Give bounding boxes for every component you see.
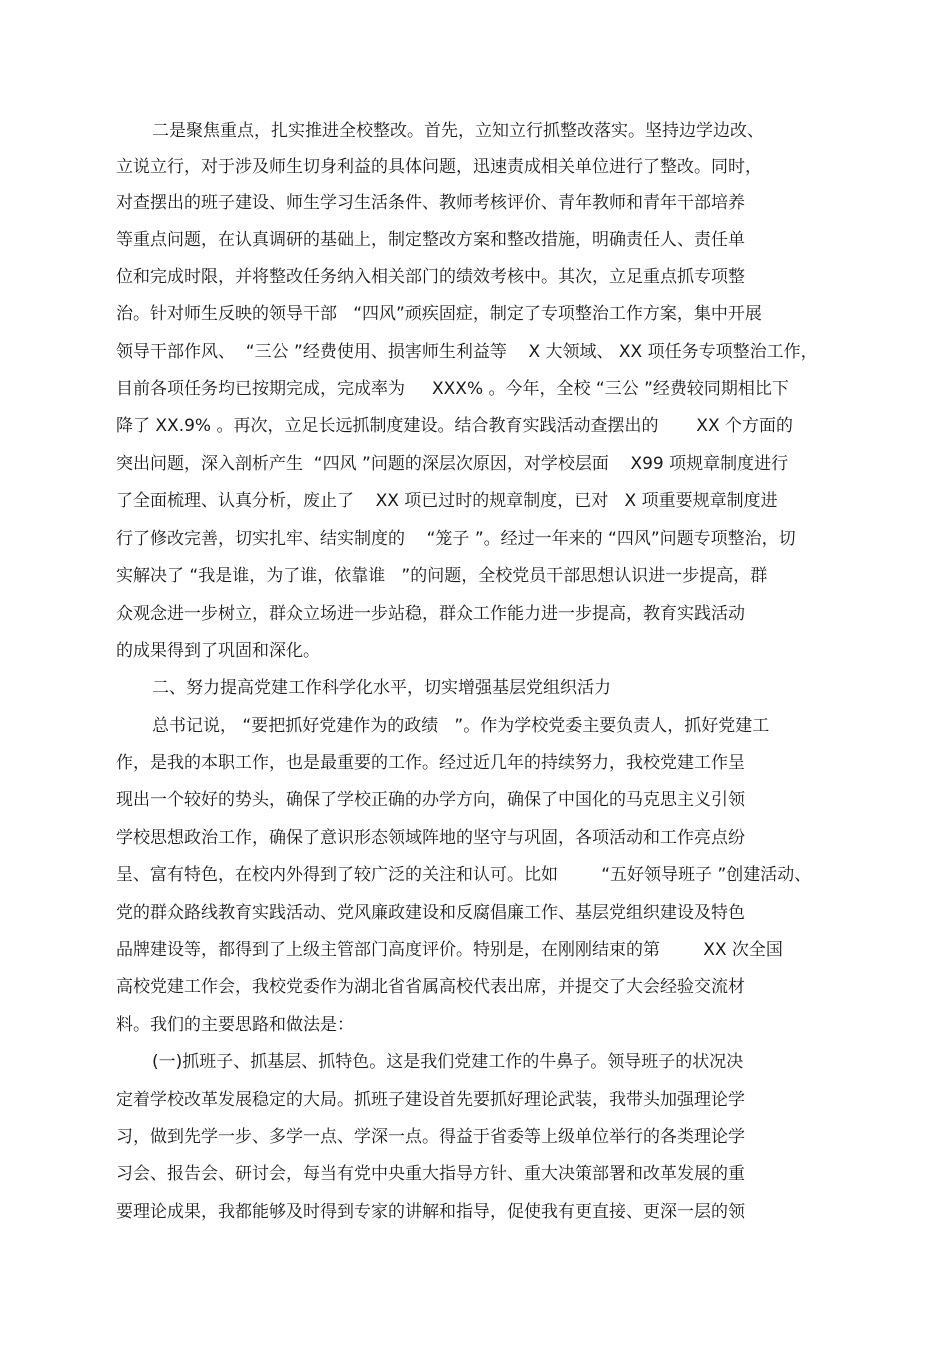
text-line: 降了 XX.9% 。再次，立足长远抓制度建设。结合教育实践活动查摆出的 XX 个方面的 xyxy=(116,416,793,436)
text-line: 料。我们的主要思路和做法是： xyxy=(116,1015,354,1035)
text-line: 实解决了 “我是谁，为了谁，依靠谁 ”的问题，全校党员干部思想认识进一步提高，群 xyxy=(116,566,768,586)
text-line: 位和完成时限，并将整改任务纳入相关部门的绩效考核中。其次，立足重点抓专项整 xyxy=(116,267,745,287)
text-line: 高校党建工作会，我校党委作为湖北省省属高校代表出席，并提交了大会经验交流材 xyxy=(116,977,745,997)
text-line: 学校思想政治工作，确保了意识形态领域阵地的坚守与巩固，各项活动和工作亮点纷 xyxy=(116,828,745,848)
text-line: 了全面梳理、认真分析，废止了 XX 项已过时的规章制度，已对 X 项重要规章制度进 xyxy=(116,491,778,511)
text-line: 立说立行，对于涉及师生切身利益的具体问题，迅速责成相关单位进行了整改。同时， xyxy=(116,157,762,177)
text-line: 品牌建设等，都得到了上级主管部门高度评价。特别是，在刚刚结束的第 XX 次全国 xyxy=(116,940,783,960)
text-line: 习，做到先学一步、多学一点、学深一点。得益于省委等上级单位举行的各类理论学 xyxy=(116,1127,745,1147)
text-line: 众观念进一步树立，群众立场进一步站稳，群众工作能力进一步提高，教育实践活动 xyxy=(116,604,745,624)
text-line: 二是聚焦重点，扎实推进全校整改。首先，立知立行抓整改落实。坚持边学边改、 xyxy=(152,121,764,141)
subsection-heading: (一)抓班子、抓基层、抓特色。这是我们党建工作的牛鼻子。领导班子的状况决 xyxy=(152,1052,744,1072)
text-line: 等重点问题，在认真调研的基础上，制定整改方案和整改措施，明确责任人、责任单 xyxy=(116,230,745,250)
text-line: 目前各项任务均已按期完成，完成率为 XXX% 。今年，全校 “三公 ”经费较同期相比下 xyxy=(116,379,789,399)
text-line: 总书记说， “要把抓好党建作为的政绩 ”。作为学校党委主要负责人，抓好党建工 xyxy=(152,716,770,736)
text-line: 对查摆出的班子建设、师生学习生活条件、教师考核评价、青年教师和青年干部培养 xyxy=(116,193,745,213)
text-line: 呈、富有特色，在校内外得到了较广泛的关注和认可。比如 “五好领导班子 ”创建活动、 xyxy=(116,865,812,885)
section-heading: 二、努力提高党建工作科学化水平，切实增强基层党组织活力 xyxy=(152,678,611,698)
text-line: 突出问题，深入剖析产生 “四风 ”问题的深层次原因，对学校层面 X99 项规章制度进行 xyxy=(116,454,789,474)
text-line: 现出一个较好的势头，确保了学校正确的办学方向，确保了中国化的马克思主义引领 xyxy=(116,790,745,810)
text-line: 行了修改完善，切实扎牢、结实制度的 “笼子 ”。经过一年来的 “四风”问题专项整治，切 xyxy=(116,529,796,549)
text-line: 定着学校改革发展稳定的大局。抓班子建设首先要抓好理论武装，我带头加强理论学 xyxy=(116,1090,745,1110)
text-line: 作，是我的本职工作，也是最重要的工作。经过近几年的持续努力，我校党建工作呈 xyxy=(116,753,745,773)
text-line: 治。针对师生反映的领导干部 “四风”顽疾固症，制定了专项整治工作方案，集中开展 xyxy=(116,304,762,324)
text-line: 党的群众路线教育实践活动、党风廉政建设和反腐倡廉工作、基层党组织建设及特色 xyxy=(116,903,745,923)
text-line: 领导干部作风、 “三公 ”经费使用、损害师生利益等 X 大领域、 XX 项任务专项整治工作， xyxy=(116,342,818,362)
text-line: 的成果得到了巩固和深化。 xyxy=(116,641,320,661)
text-line: 习会、报告会、研讨会，每当有党中央重大指导方针、重大决策部署和改革发展的重 xyxy=(116,1164,745,1184)
text-line: 要理论成果，我都能够及时得到专家的讲解和指导，促使我有更直接、更深一层的领 xyxy=(116,1202,745,1222)
